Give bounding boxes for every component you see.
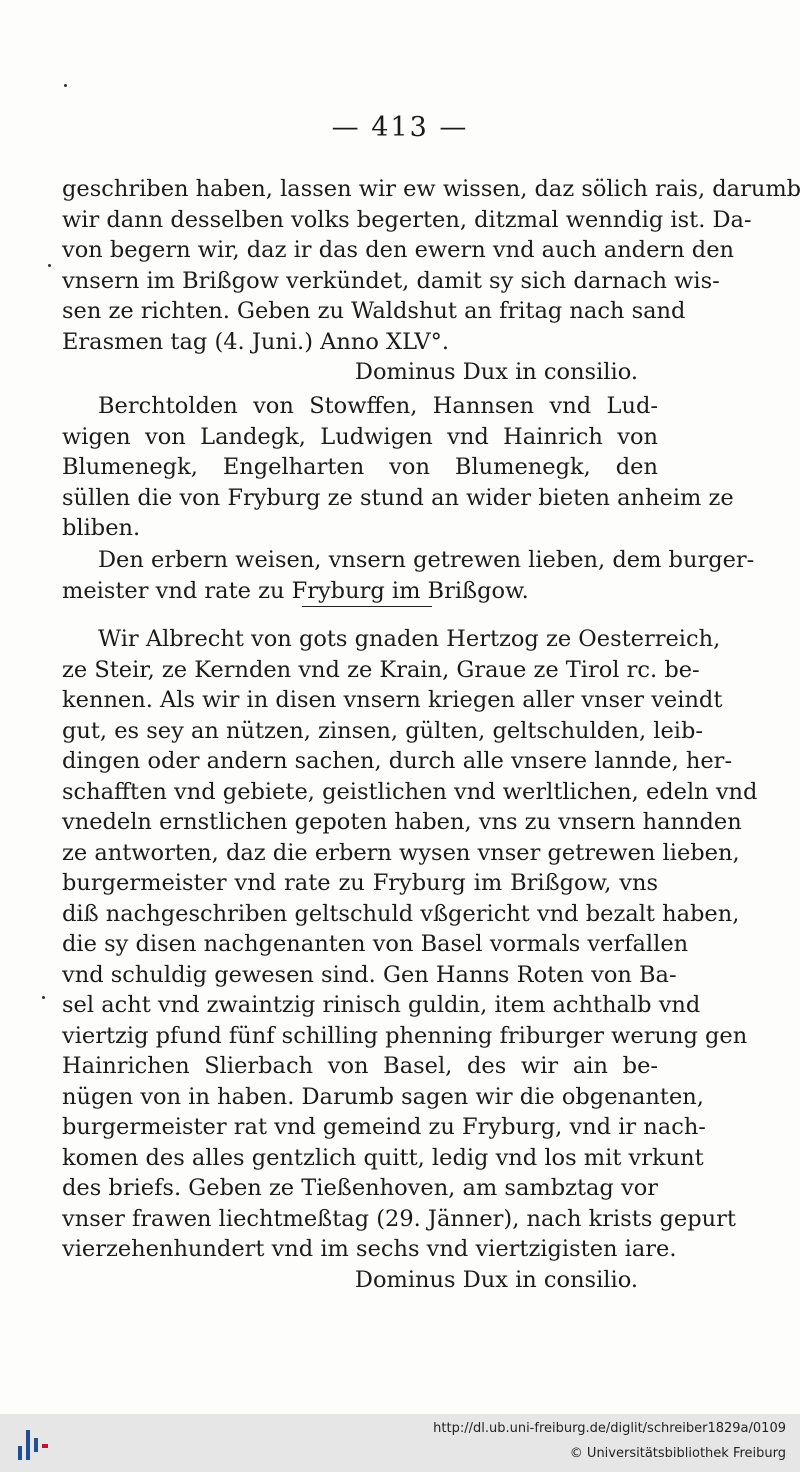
text-line: des briefs. Geben ze Tießenhoven, am sambztag vor <box>62 1175 658 1201</box>
text-line: von begern wir, daz ir das den ewern vnd auch andern den <box>62 237 735 263</box>
text-line: vnedeln ernstlichen gepoten haben, vns zu vnsern hannden <box>62 809 742 835</box>
text-line: ze Steir, ze Kernden vnd ze Krain, Graue ze Tirol rc. be- <box>62 656 700 683</box>
text-line: vnser frawen liechtmeßtag (29. Jänner), nach krists gepurt <box>62 1205 736 1232</box>
text-line: wir dann desselben volks begerten, ditzmal wenndig ist. Da- <box>62 206 752 233</box>
signature-line: Dominus Dux in consilio. <box>354 359 638 385</box>
text-line: sel acht vnd zwaintzig rinisch guldin, item achthalb vnd <box>62 992 701 1018</box>
ub-freiburg-logo-icon <box>14 1424 54 1464</box>
library-footer <box>0 1414 800 1472</box>
text-line: vnd schuldig gewesen sind. Gen Hanns Roten von Ba- <box>62 961 677 988</box>
text-line: schafften vnd gebiete, geistlichen vnd werltlichen, edeln vnd <box>62 778 758 805</box>
text-line: bliben. <box>62 515 141 541</box>
text-line: Erasmen tag (4. Juni.) Anno XLV°. <box>62 328 449 355</box>
logo-bar <box>34 1438 38 1452</box>
text-line: Berchtolden von Stowffen, Hannsen vnd Lud- <box>98 393 658 419</box>
text-line: komen des alles gentzlich quitt, ledig vnd los mit vrkunt <box>62 1144 704 1171</box>
text-line: viertzig pfund fünf schilling phenning friburger werung gen <box>62 1022 748 1049</box>
text-line: burgermeister rat vnd gemeind zu Fryburg, vnd ir nach- <box>62 1114 706 1140</box>
text-line: Hainrichen Slierbach von Basel, des wir ain be- <box>62 1053 658 1079</box>
charter-paragraph <box>62 624 758 1295</box>
text-line: wigen von Landegk, Ludwigen vnd Hainrich von <box>62 423 658 450</box>
scan-speck <box>42 996 45 999</box>
text-line: Blumenegk, Engelharten von Blumenegk, den <box>62 454 658 480</box>
text-line: vierzehenhundert vnd im sechs vnd viertzigisten iare. <box>62 1236 677 1262</box>
address-paragraph <box>62 545 755 606</box>
text-line: meister vnd rate zu Fryburg im Brißgow. <box>62 577 529 604</box>
signature-line: Dominus Dux in consilio. <box>354 1266 638 1293</box>
names-paragraph <box>62 391 734 544</box>
text-line: vnsern im Brißgow verkündet, damit sy sich darnach wis- <box>62 267 720 294</box>
text-line: Wir Albrecht von gots gnaden Hertzog ze Oesterreich, <box>98 626 721 652</box>
text-line: Den erbern weisen, vnsern getrewen lieben, dem burger- <box>98 547 755 573</box>
letter-closing-paragraph <box>62 174 801 388</box>
text-line: die sy disen nachgenanten von Basel vormals verfallen <box>62 931 689 957</box>
text-line: süllen die von Fryburg ze stund an wider bieten anheim ze <box>62 484 734 511</box>
scan-speck <box>64 84 67 87</box>
text-line: burgermeister vnd rate zu Fryburg im Brißgow, vns <box>62 870 658 896</box>
text-line: diß nachgeschriben geltschuld vßgericht vnd bezalt haben, <box>62 900 740 927</box>
text-line: geschriben haben, lassen wir ew wissen, daz sölich rais, darumb <box>62 176 801 202</box>
text-line: sen ze richten. Geben zu Waldshut an fritag nach sand <box>62 298 686 324</box>
text-line: dingen oder andern sachen, durch alle vnsere lannde, her- <box>62 748 733 774</box>
text-line: ze antworten, daz die erbern wysen vnser getrewen lieben, <box>62 839 740 866</box>
text-line: kennen. Als wir in disen vnsern kriegen aller vnser veindt <box>62 687 723 713</box>
scan-speck <box>48 264 51 267</box>
text-line: gut, es sey an nützen, zinsen, gülten, geltschulden, leib- <box>62 717 703 744</box>
logo-bar <box>26 1430 30 1460</box>
logo-bar <box>42 1444 48 1448</box>
permalink-link[interactable]: http://dl.ub.uni-freiburg.de/diglit/schreiber1829a/0109 <box>433 1421 786 1436</box>
text-line: nügen von in haben. Darumb sagen wir die obgenanten, <box>62 1083 704 1110</box>
page-number: — 413 — <box>331 112 469 143</box>
copyright-notice: © Universitätsbibliothek Freiburg <box>569 1446 786 1461</box>
logo-bar <box>18 1446 22 1460</box>
section-divider <box>302 606 432 607</box>
